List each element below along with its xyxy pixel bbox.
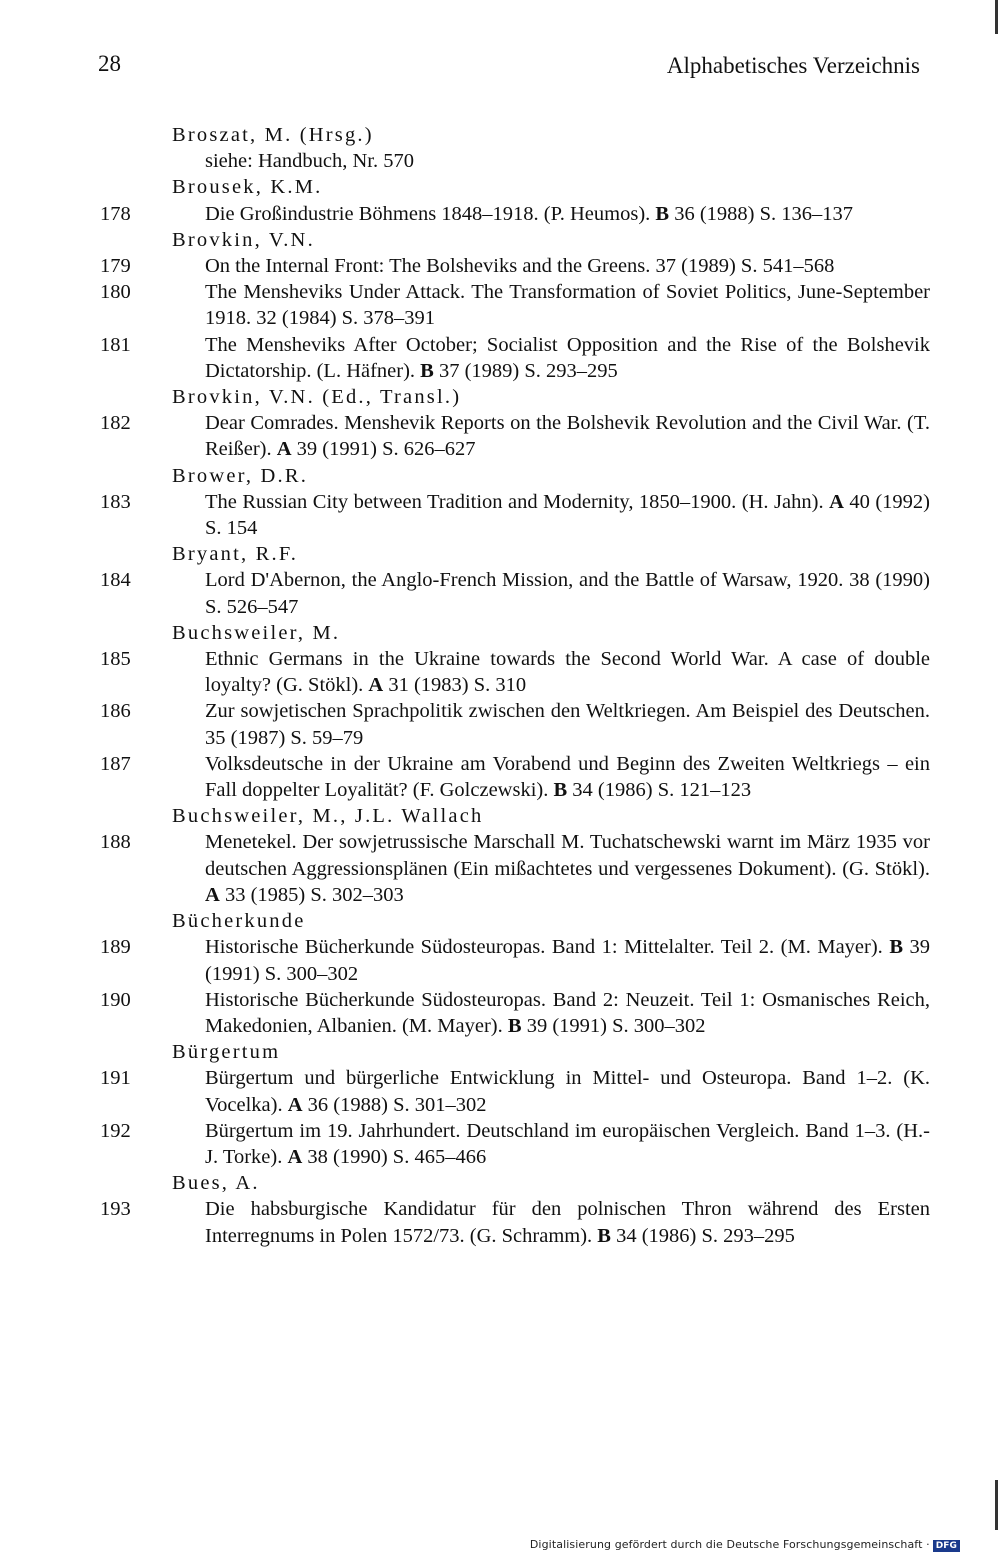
index-entry [100, 646, 930, 698]
review-section-marker: B [655, 202, 670, 225]
author-heading: Bürgertum [172, 1041, 281, 1064]
review-section-marker: B [889, 936, 903, 959]
entry-number: 188 [100, 831, 131, 854]
index-entry [100, 1065, 930, 1117]
citation: 40 (1992) S. 154 [205, 490, 930, 540]
entry-title: Lord D'Abernon, the Anglo-French Mission, and the Battle of Warsaw, 1920. 38 (1990) S. 526–547 [205, 569, 930, 618]
index-entry [100, 1196, 930, 1248]
author-heading: Broszat, M. (Hrsg.) [172, 124, 374, 146]
entry-number: 183 [100, 490, 131, 513]
author-heading: Bücherkunde [172, 910, 306, 933]
entry-text [205, 489, 930, 541]
citation: 38 (1990) S. 465–466 [302, 1145, 487, 1168]
index-entry [100, 253, 930, 279]
entry-number: 191 [100, 1067, 131, 1090]
author-heading: Brower, D.R. [172, 464, 309, 487]
entry-number: 190 [100, 988, 131, 1011]
author-heading: Bues, A. [172, 1172, 260, 1195]
entry-title: Die Großindustrie Böhmens 1848–1918. (P. Heumos). [205, 202, 656, 225]
entry-number: 193 [100, 1198, 131, 1221]
index-entry [100, 201, 930, 227]
entry-title: Zur sowjetischen Sprachpolitik zwischen den Weltkriegen. Am Beispiel des Deutschen. 35 (1987) S. 59–79 [205, 700, 930, 749]
entry-title: Bürgertum und bürgerliche Entwicklung in Mittel- und Osteuropa. Band 1–2. (K. Vocelka). [205, 1067, 930, 1116]
page-number: 28 [98, 51, 121, 76]
entry-number: 181 [100, 333, 131, 356]
entry-number: 192 [100, 1119, 131, 1142]
entry-text [205, 279, 930, 331]
entry-title: Menetekel. Der sowjetrussische Marschall M. Tuchatschewski warnt im März 1935 vor deutschen Aggressionsplänen (Ein mißachtetes und vergessenes Dokument). (G. Stökl). [205, 831, 930, 880]
entry-text [205, 1196, 930, 1248]
scan-edge-mark [995, 1480, 998, 1530]
author-heading: Bryant, R.F. [172, 543, 299, 566]
citation: 31 (1983) S. 310 [383, 674, 527, 697]
entry-title: Die habsburgische Kandidatur für den polnischen Thron während des Ersten Interregnums in Polen 1572/73. (G. Schramm). [205, 1198, 930, 1247]
review-section-marker: B [553, 779, 568, 802]
dfg-logo: DFG [933, 1540, 960, 1552]
index-entry [100, 751, 930, 803]
entry-text [205, 987, 930, 1039]
entry-number: 184 [100, 569, 131, 592]
entry-title: The Mensheviks Under Attack. The Transformation of Soviet Politics, June-September 1918. 32 (1984) S. 378–391 [205, 281, 930, 330]
author-heading: Brovkin, V.N. [172, 228, 315, 251]
entry-text [205, 934, 930, 986]
review-section-marker: B [420, 359, 434, 382]
entry-text [205, 567, 930, 619]
entry-number: 180 [100, 281, 131, 304]
entry-number: 189 [100, 936, 131, 959]
digitization-credit [530, 1538, 960, 1552]
entry-title: Historische Bücherkunde Südosteuropas. Band 2: Neuzeit. Teil 1: Osmanisches Reich, Makedonien, Albanien. (M. Mayer). [205, 988, 930, 1037]
author-heading: Brousek, K.M. [172, 176, 323, 199]
index-entry [100, 698, 930, 750]
author-heading: Buchsweiler, M., J.L. Wallach [172, 805, 484, 828]
entry-number: 182 [100, 412, 131, 435]
entry-title: Bürgertum im 19. Jahrhundert. Deutschland im europäischen Vergleich. Band 1–3. (H.-J. Torke). [205, 1119, 930, 1168]
review-section-marker: A [829, 490, 844, 513]
citation: 37 (1989) S. 293–295 [433, 359, 618, 382]
index-entry [100, 1118, 930, 1170]
entry-number: 185 [100, 648, 131, 671]
entry-title: Historische Bücherkunde Südosteuropas. Band 1: Mittelalter. Teil 2. (M. Mayer). [205, 936, 890, 959]
cross-reference: siehe: Handbuch, Nr. 570 [205, 150, 414, 173]
review-section-marker: B [597, 1224, 611, 1247]
review-section-marker: A [276, 438, 292, 461]
citation: 36 (1988) S. 301–302 [302, 1093, 487, 1116]
citation: 39 (1991) S. 300–302 [205, 936, 930, 985]
entry-text [205, 410, 930, 462]
entry-text [205, 253, 930, 279]
entry-text [205, 201, 930, 227]
entry-number: 187 [100, 752, 131, 775]
entry-title: Volksdeutsche in der Ukraine am Vorabend und Beginn des Zweiten Weltkriegs – ein Fall doppelter Loyalität? (F. Golczewski). [205, 752, 930, 802]
review-section-marker: A [368, 674, 384, 697]
author-heading: Brovkin, V.N. (Ed., Transl.) [172, 386, 462, 409]
scan-edge-mark [995, 0, 998, 34]
entry-title: Ethnic Germans in the Ukraine towards the Second World War. A case of double loyalty? (G. Stökl). [205, 648, 930, 697]
entry-title: The Mensheviks After October; Socialist Opposition and the Rise of the Bolshevik Dictatorship. (L. Häfner). [205, 333, 930, 382]
author-heading: Buchsweiler, M. [172, 621, 341, 644]
index-entry [100, 279, 930, 331]
entry-number: 186 [100, 700, 131, 723]
credit-text: Digitalisierung gefördert durch die Deutsche Forschungsgemeinschaft · [529, 1538, 930, 1551]
entry-text [205, 751, 930, 803]
citation: 39 (1991) S. 300–302 [521, 1014, 706, 1037]
running-title: Alphabetisches Verzeichnis [666, 53, 920, 78]
entry-text [205, 646, 930, 698]
entry-text [205, 1118, 930, 1170]
citation: 33 (1985) S. 302–303 [219, 883, 404, 906]
review-section-marker: A [287, 1093, 303, 1116]
entry-title: On the Internal Front: The Bolsheviks and the Greens. 37 (1989) S. 541–568 [205, 255, 835, 278]
index-entry [100, 332, 930, 384]
citation: 34 (1986) S. 121–123 [567, 779, 752, 802]
entry-title: Dear Comrades. Menshevik Reports on the Bolshevik Revolution and the Civil War. (T. Reißer). [205, 412, 930, 461]
entry-text [205, 698, 930, 750]
citation: 36 (1988) S. 136–137 [669, 202, 854, 225]
entry-number: 179 [100, 255, 131, 278]
citation: 39 (1991) S. 626–627 [291, 438, 476, 461]
entry-text [205, 1065, 930, 1117]
review-section-marker: B [507, 1014, 522, 1037]
index-entry [100, 567, 930, 619]
entry-number: 178 [100, 202, 131, 225]
entry-title: The Russian City between Tradition and Modernity, 1850–1900. (H. Jahn). [205, 490, 830, 513]
review-section-marker: A [205, 883, 220, 906]
review-section-marker: A [287, 1145, 303, 1168]
index-entry [100, 829, 930, 908]
index-entry [100, 987, 930, 1039]
entry-text [205, 829, 930, 908]
index-entry [100, 410, 930, 462]
index-entry [100, 489, 930, 541]
citation: 34 (1986) S. 293–295 [610, 1224, 795, 1247]
entry-text [205, 332, 930, 384]
index-list [100, 122, 930, 1249]
index-entry [100, 934, 930, 986]
